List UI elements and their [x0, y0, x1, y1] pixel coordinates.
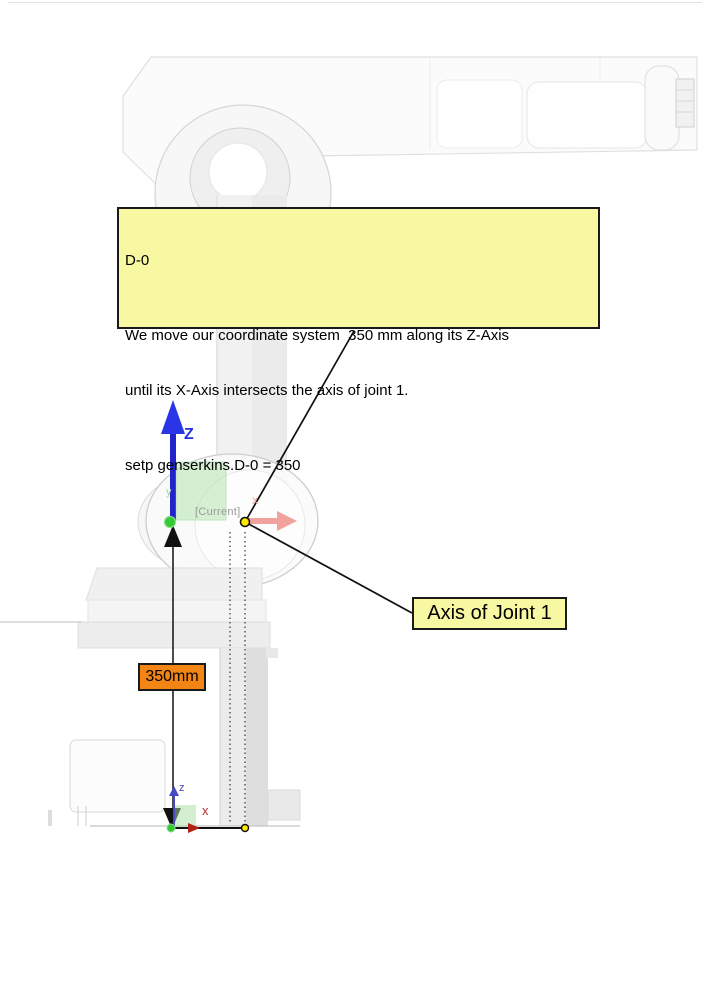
- arm-end-cap: [645, 66, 679, 150]
- callout-box: [117, 207, 600, 474]
- base-ring-top: [86, 568, 262, 600]
- z-axis-label: Z: [184, 426, 194, 443]
- base-motor-cylinder: [70, 740, 165, 812]
- x-axis-faint-label: x: [252, 493, 258, 507]
- current-frame-label: [Current]: [195, 506, 241, 518]
- base-ring-wide: [78, 622, 270, 648]
- arm-panel: [437, 80, 522, 148]
- base-z-axis-arrow-icon: [169, 786, 179, 796]
- elbow-hub-center: [209, 143, 267, 201]
- pedestal-step: [266, 648, 278, 658]
- axis-of-joint-label: Axis of Joint 1: [412, 597, 567, 630]
- y-axis-faint-label: y: [166, 486, 172, 498]
- base-z-axis-label: z: [179, 782, 185, 794]
- base-frame-highlight-square: [173, 805, 196, 827]
- base-pedestal-shade: [246, 648, 268, 826]
- joint1-axis-point-dot: [241, 518, 250, 527]
- wrist-connector: [676, 79, 694, 127]
- current-origin-dot: [165, 517, 176, 528]
- base-foot: [48, 810, 52, 826]
- base-ring-mid: [88, 600, 266, 622]
- dimension-label: 350mm: [138, 663, 206, 691]
- callout-body-line2: until its X-Axis intersects the axis of joint 1.: [125, 382, 409, 399]
- arm-panel: [527, 82, 647, 148]
- callout-command: setp genserkins.D-0 = 350: [125, 456, 301, 474]
- callout-title: D-0: [125, 252, 150, 269]
- base-x-axis-label: x: [202, 803, 209, 818]
- base-right-block: [268, 790, 300, 820]
- base-origin-dot: [167, 824, 175, 832]
- base-axis-point-dot: [242, 825, 249, 832]
- callout-body-line1: We move our coordinate system 350 mm along its Z-Axis: [125, 326, 510, 344]
- robot-arm-assembly: [0, 57, 697, 826]
